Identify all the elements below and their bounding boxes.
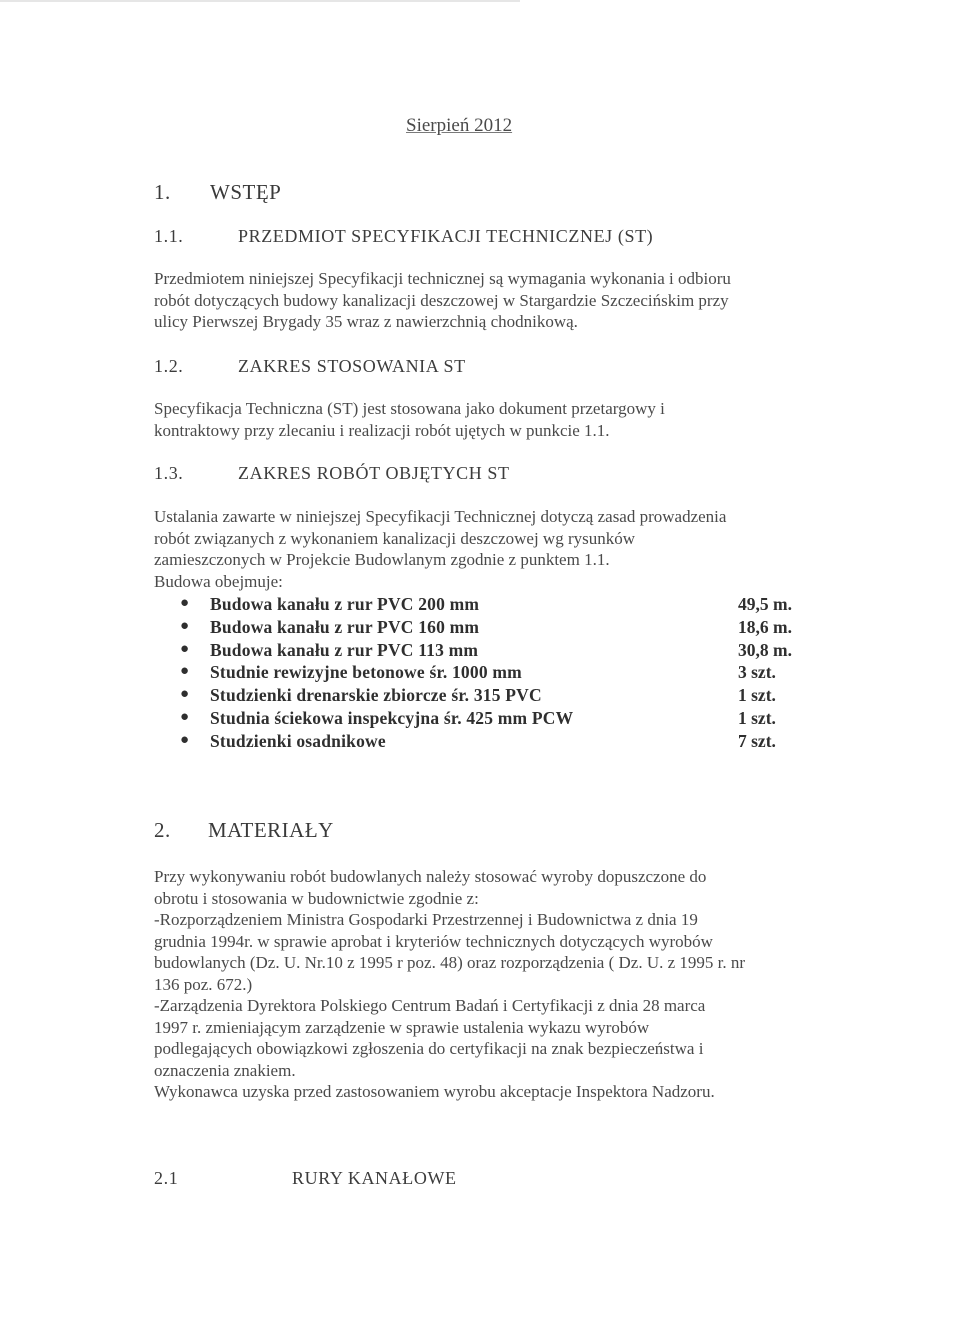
bullet-icon: ● xyxy=(180,595,190,611)
paragraph-line: Budowa obejmuje: xyxy=(154,571,283,591)
subsection-2-1-heading xyxy=(154,1168,654,1192)
paragraph-line: podlegających obowiązkowi zgłoszenia do certyfikacji na znak bezpieczeństwa i xyxy=(154,1039,704,1058)
paragraph-line: robót związanych z wykonaniem kanalizacji deszczowej wg rysunków xyxy=(154,528,636,548)
list-item xyxy=(154,708,814,731)
item-quantity: 30,8 m. xyxy=(738,639,792,660)
paragraph-line: oznaczenia znakiem. xyxy=(154,1060,296,1080)
paragraph-line: Przy wykonywaniu robót budowlanych należy stosować wyroby dopuszczone do xyxy=(154,867,707,886)
subsection-1-1-title: PRZEDMIOT SPECYFIKACJI TECHNICZNEJ (ST) xyxy=(238,226,654,246)
subsection-2-1-number: 2.1 xyxy=(154,1168,179,1188)
list-item xyxy=(154,662,814,685)
subsection-1-3-heading xyxy=(154,463,814,487)
paragraph-line: Wykonawca uzyska przed zastosowaniem wyrobu akceptacje Inspektora Nadzoru. xyxy=(154,1082,715,1101)
item-name: Studzienki drenarskie zbiorcze śr. 315 PVC xyxy=(210,685,542,706)
paragraph-line: Przedmiotem niniejszej Specyfikacji technicznej są wymagania wykonania i odbioru xyxy=(154,269,731,288)
bullet-icon: ● xyxy=(180,708,190,725)
paragraph-line: budowlanych (Dz. U. Nr.10 z 1995 r poz. 48) oraz rozporządzenia ( Dz. U. z 1995 r. nr xyxy=(154,953,746,972)
list-item xyxy=(154,617,814,640)
subsection-1-2-number: 1.2. xyxy=(154,356,184,376)
subsection-1-3-number: 1.3. xyxy=(154,463,184,483)
subsection-1-2-heading xyxy=(154,356,814,380)
section-1-number: 1. xyxy=(154,180,171,204)
subsection-1-2-title: ZAKRES STOSOWANIA ST xyxy=(238,356,466,376)
subsection-1-3-paragraph xyxy=(154,506,814,592)
item-name: Studzienki osadnikowe xyxy=(210,730,386,751)
scope-items-list xyxy=(154,594,814,754)
paragraph-line: zamieszczonych w Projekcie Budowlanym zgodnie z punktem 1.1. xyxy=(154,550,610,569)
bullet-icon: ● xyxy=(180,617,190,634)
scan-edge-line xyxy=(0,0,520,2)
document-date: Sierpień 2012 xyxy=(406,115,513,136)
subsection-1-1-heading xyxy=(154,226,814,250)
section-2-paragraph xyxy=(154,866,814,1103)
section-2-number: 2. xyxy=(154,818,171,842)
item-name: Budowa kanału z rur PVC 200 mm xyxy=(210,594,480,614)
list-item xyxy=(154,594,814,617)
paragraph-line: Specyfikacja Techniczna (ST) jest stosowana jako dokument przetargowy i xyxy=(154,399,665,418)
section-2-title: MATERIAŁY xyxy=(208,818,334,842)
paragraph-line: 1997 r. zmieniającym zarządzenie w sprawie ustalenia wykazu wyrobów xyxy=(154,1017,650,1037)
item-quantity: 1 szt. xyxy=(738,685,776,706)
item-quantity: 3 szt. xyxy=(738,662,776,683)
item-name: Studnia ściekowa inspekcyjna śr. 425 mm PCW xyxy=(210,707,574,728)
paragraph-line: 136 poz. 672.) xyxy=(154,974,253,994)
paragraph-line: -Zarządzenia Dyrektora Polskiego Centrum Badań i Certyfikacji z dnia 28 marca xyxy=(154,996,706,1015)
paragraph-line: grudnia 1994r. w sprawie aprobat i kryteriów technicznych dotyczących wyrobów xyxy=(154,931,713,951)
subsection-2-1-title: RURY KANAŁOWE xyxy=(292,1168,457,1188)
subsection-1-3-title: ZAKRES ROBÓT OBJĘTYCH ST xyxy=(238,463,510,483)
paragraph-line: -Rozporządzeniem Ministra Gospodarki Przestrzennej i Budownictwa z dnia 19 xyxy=(154,910,698,929)
paragraph-line: Ustalania zawarte w niniejszej Specyfikacji Technicznej dotyczą zasad prowadzenia xyxy=(154,507,727,526)
paragraph-line: robót dotyczących budowy kanalizacji deszczowej w Stargardzie Szczecińskim przy xyxy=(154,290,729,310)
item-quantity: 1 szt. xyxy=(738,707,776,728)
item-name: Budowa kanału z rur PVC 160 mm xyxy=(210,616,480,637)
subsection-1-2-paragraph xyxy=(154,398,814,441)
paragraph-line: obrotu i stosowania w budownictwie zgodnie z: xyxy=(154,888,479,908)
bullet-icon: ● xyxy=(180,686,190,703)
section-1-title: WSTĘP xyxy=(210,180,282,204)
item-name: Budowa kanału z rur PVC 113 mm xyxy=(210,639,479,660)
list-item xyxy=(154,640,814,663)
item-quantity: 18,6 m. xyxy=(738,616,792,637)
subsection-1-1-number: 1.1. xyxy=(154,226,184,246)
bullet-icon: ● xyxy=(180,663,190,680)
list-item xyxy=(154,685,814,708)
paragraph-line: kontraktowy przy zlecaniu i realizacji robót ujętych w punkcie 1.1. xyxy=(154,420,610,440)
bullet-icon: ● xyxy=(180,731,190,748)
item-quantity: 49,5 m. xyxy=(738,594,792,614)
paragraph-line: ulicy Pierwszej Brygady 35 wraz z nawierzchnią chodnikową. xyxy=(154,312,578,331)
item-quantity: 7 szt. xyxy=(738,730,776,751)
list-item xyxy=(154,731,814,754)
subsection-1-1-paragraph xyxy=(154,268,814,333)
bullet-icon: ● xyxy=(180,640,190,657)
section-2-heading xyxy=(154,818,554,844)
item-name: Studnie rewizyjne betonowe śr. 1000 mm xyxy=(210,662,522,683)
section-1-heading xyxy=(154,180,454,206)
